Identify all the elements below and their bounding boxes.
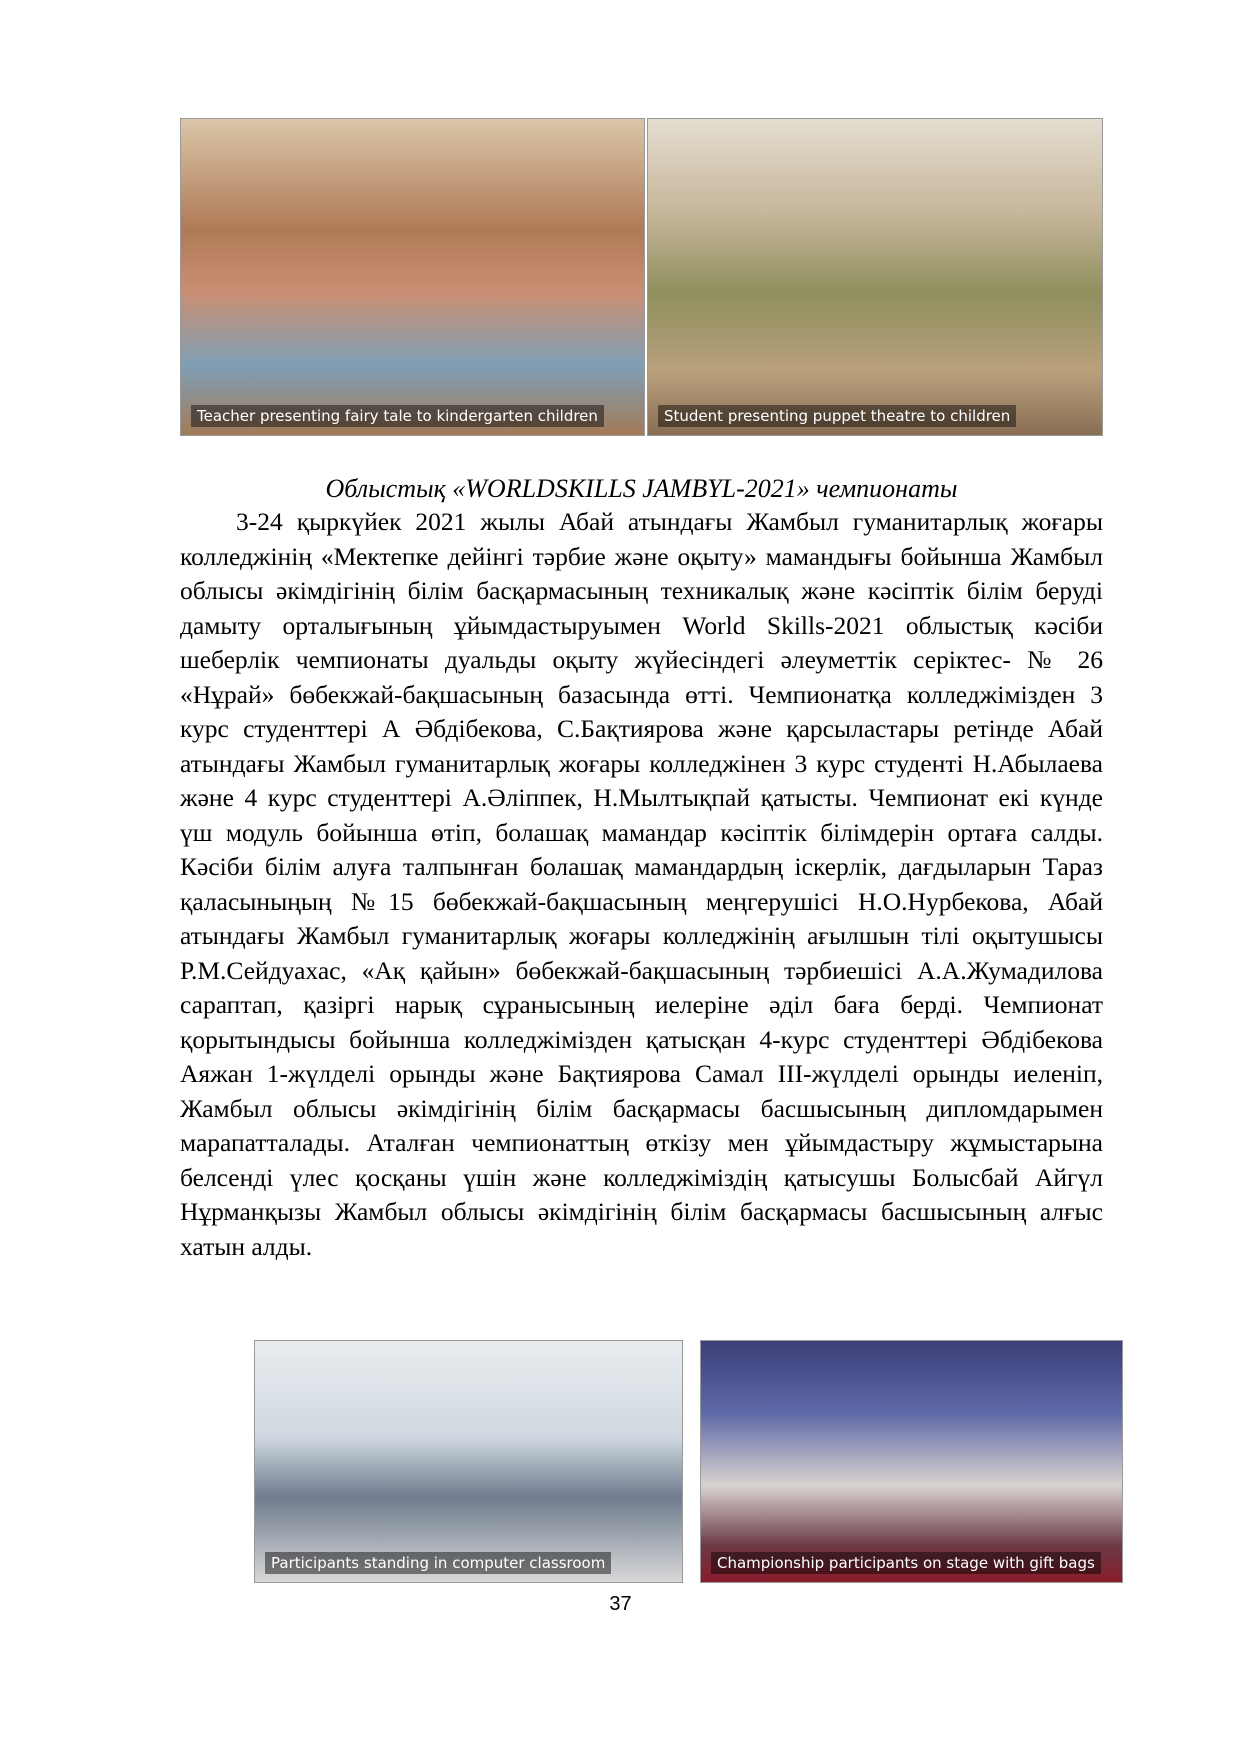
page-number: 37 xyxy=(609,1593,632,1615)
photo-label: Participants standing in computer classroom xyxy=(265,1552,611,1574)
photo-caption: Облыстық «WORLDSKILLS JAMBYL-2021» чемпионаты xyxy=(325,474,958,503)
photo-label: Student presenting puppet theatre to children xyxy=(658,405,1016,427)
photo-computer-classroom xyxy=(254,1340,683,1583)
photo-label: Championship participants on stage with gift bags xyxy=(711,1552,1101,1574)
photo-label: Teacher presenting fairy tale to kindergarten children xyxy=(191,405,604,427)
photo-stage-participants xyxy=(700,1340,1123,1583)
photo-kindergarten-lesson xyxy=(180,118,645,436)
photo-puppet-theatre xyxy=(647,118,1103,436)
article-body: 3-24 қыркүйек 2021 жылы Абай атындағы Жамбыл гуманитарлық жоғары колледжінің «Мектепке дейінгі тәрбие және оқыту» мамандығы бойынша Жамбыл облысы әкімдігінің білім басқармасының техникалық және кәсіптік білім беруді дамыту орталығының ұйымдастыруымен World Skills-2021 облыстық кәсіби шеберлік чемпионаты дуальды оқыту жүйесіндегі әлеуметтік серіктес- № 26 «Нұрай» бөбекжай-бақшасының базасында өтті. Чемпионатқа колледжімізден 3 курс студенттері А Әбдібекова, С.Бақтиярова және қарсыластары ретінде Абай атындағы Жамбыл гуманитарлық жоғары колледжінен 3 курс студенті Н.Абылаева және 4 курс студенттері А.Әліппек, Н.Мылтықпай қатысты. Чемпионат екі күнде үш модуль бойынша өтіп, болашақ мамандар кәсіптік білімдерін ортаға салды. Кәсіби білім алуға талпынған болашақ мамандардың іскерлік, дағдыларын Тараз қаласыныңың №15 бөбекжай-бақшасының меңгерушісі Н.О.Нурбекова, Абай атындағы Жамбыл гуманитарлық жоғары колледжінің ағылшын тілі оқытушысы Р.М.Сейдуахас, «Ақ қайын» бөбекжай-бақшасының тәрбиешісі А.А.Жумадилова сараптап, қазіргі нарық сұранысының иелеріне әділ баға берді. Чемпионат қорытындысы бойынша колледжімізден қатысқан 4-курс студенттері Әбдібекова Аяжан 1-жүлделі орынды және Бақтиярова Самал ІІІ-жүлделі орынды иеленіп, Жамбыл облысы әкімдігінің білім басқармасы басшысының дипломдарымен марапатталады. Аталған чемпионаттың өткізу мен ұйымдастыру жұмыстарына белсенді үлес қосқаны үшін және колледжіміздің қатысушы Болысбай Айгүл Нұрманқызы Жамбыл облысы әкімдігінің білім басқармасы басшысының алғыс хатын алды. xyxy=(180,507,1103,1261)
